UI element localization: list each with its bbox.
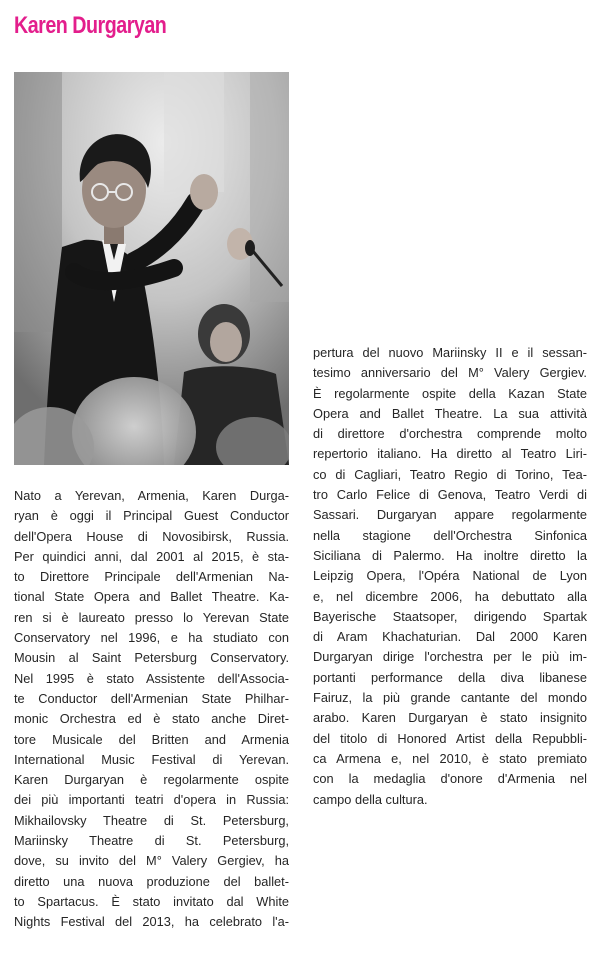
- article-line: arabo. Karen Durgaryan è stato insignito: [313, 710, 587, 726]
- article-line: Durgaryan dirige l'orchestra per le più im-: [313, 649, 587, 665]
- article-line: repertorio italiano. Ha diretto al Teatro Liri-: [313, 446, 587, 462]
- article-line: Mariinsky Theatre di St. Petersburg,: [14, 833, 289, 849]
- article-column-right: [313, 343, 587, 810]
- article-line: con la medaglia d'onore d'Armenia nel: [313, 771, 587, 787]
- article-line: te Conductor dell'Armenian State Philhar-: [14, 690, 289, 706]
- article-line: di Aram Khachaturian. Dal 2000 Karen: [313, 629, 587, 645]
- article-line: to Direttore Principale dell'Armenian Na-: [14, 569, 289, 585]
- article-line: co di Cagliari, Teatro Regio di Torino, Tea-: [313, 466, 587, 482]
- page-title: Karen Durgaryan: [14, 12, 167, 39]
- article-line: Conservatory nel 1996, e ha studiato con: [14, 630, 289, 646]
- conductor-photo: [14, 72, 289, 465]
- article-line: tore Musicale del Britten and Armenia: [14, 731, 289, 747]
- article-line: Siciliana di Palermo. Ha inoltre diretto la: [313, 547, 587, 563]
- article-line: International Music Festival di Yerevan.: [14, 751, 289, 767]
- article-line: di direttore d'orchestra comprende molto: [313, 426, 587, 442]
- article-line: e, nel dicembre 2006, ha debuttato alla: [313, 588, 587, 604]
- article-line: Opera and Ballet Theatre. La sua attività: [313, 405, 587, 421]
- article-line: portanti performance della diva libanese: [313, 669, 587, 685]
- article-line: to Spartacus. È stato invitato dal White: [14, 893, 289, 909]
- article-line: Leipzig Opera, l'Opéra National de Lyon: [313, 568, 587, 584]
- article-line: ren si è laureato presso lo Yerevan State: [14, 609, 289, 625]
- article-line: Mousin al Saint Petersburg Conservatory.: [14, 650, 289, 666]
- article-line: del titolo di Honored Artist della Repubbli-: [313, 730, 587, 746]
- article-line: Bayerische Staatsoper, dirigendo Spartak: [313, 608, 587, 624]
- article-line: dove, su invito del M° Valery Gergiev, ha: [14, 853, 289, 869]
- article-line: Nights Festival del 2013, ha celebrato l'a-: [14, 914, 289, 930]
- article-line: Mikhailovsky Theatre di St. Petersburg,: [14, 812, 289, 828]
- article-line: Nel 1995 è stato Assistente dell'Associa-: [14, 670, 289, 686]
- article-line: dei più importanti teatri d'opera in Russia:: [14, 792, 289, 808]
- article-line: nella stagione dell'Orchestra Sinfonica: [313, 527, 587, 543]
- article-column-left: [14, 486, 289, 933]
- conductor-photo-image: [14, 72, 289, 465]
- article-line: Karen Durgaryan è regolarmente ospite: [14, 772, 289, 788]
- article-line: È regolarmente ospite della Kazan State: [313, 385, 587, 401]
- article-line: ca Armena e, nel 2010, è stato premiato: [313, 750, 587, 766]
- article-line: Fairuz, la più grande cantante del mondo: [313, 690, 587, 706]
- article-line: tesimo anniversario del M° Valery Gergiev.: [313, 365, 587, 381]
- article-line: diretto una nuova produzione del ballet-: [14, 873, 289, 889]
- article-line: campo della cultura.: [313, 791, 428, 807]
- article-line: pertura del nuovo Mariinsky II e il sessan-: [313, 345, 587, 360]
- article-line: ryan è oggi il Principal Guest Conductor: [14, 508, 289, 524]
- article-line: dell'Opera House di Novosibirsk, Russia.: [14, 528, 289, 544]
- article-line: monic Orchestra ed è stato anche Diret-: [14, 711, 289, 727]
- article-line: tro Carlo Felice di Genova, Teatro Verdi di: [313, 487, 587, 503]
- article-line: tional State Opera and Ballet Theatre. Ka-: [14, 589, 289, 605]
- article-line: Nato a Yerevan, Armenia, Karen Durga-: [14, 488, 289, 503]
- article-line: Sassari. Durgaryan appare regolarmente: [313, 507, 587, 523]
- article-line: Per quindici anni, dal 2001 al 2015, è sta-: [14, 548, 289, 564]
